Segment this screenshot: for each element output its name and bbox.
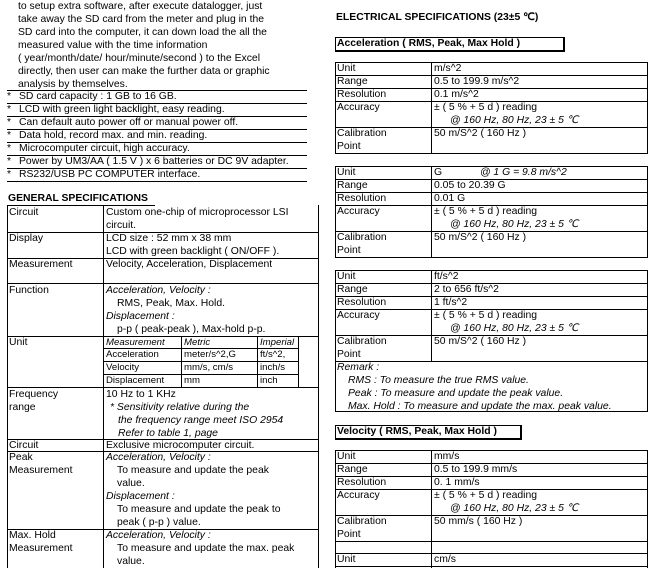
spec-label: Range xyxy=(337,180,368,191)
feature-item: Data hold, record max. and min. reading. xyxy=(19,130,208,141)
unit-cell: ft/s^2, xyxy=(260,349,286,360)
spec-label: Resolution xyxy=(337,89,387,100)
feature-item: SD card capacity : 1 GB to 16 GB. xyxy=(19,91,177,102)
spec-label: Unit xyxy=(337,271,356,282)
spec-unit-note: @ 1 G = 9.8 m/s^2 xyxy=(480,167,567,178)
spec-label: Unit xyxy=(337,63,356,74)
spec-value: 0.01 G xyxy=(434,193,466,204)
unit-cell: inch xyxy=(260,375,278,386)
spec-label: Point xyxy=(337,529,361,540)
peak-line: value. xyxy=(117,478,145,489)
spec-value: 0.1 m/s^2 xyxy=(434,89,479,100)
peak-label: Measurement xyxy=(9,465,73,476)
bullet-mark: * xyxy=(7,117,12,128)
spec-label: Accuracy xyxy=(337,490,380,501)
frequency-label: range xyxy=(9,402,36,413)
spec-value: G xyxy=(434,167,443,178)
display-value: LCD with green backlight ( ON/OFF ). xyxy=(106,246,280,257)
spec-value: 0.5 to 199.9 m/s^2 xyxy=(434,76,520,87)
spec-value: 50 m/S^2 ( 160 Hz ) xyxy=(434,336,527,347)
spec-label: Unit xyxy=(337,167,356,178)
acceleration-header: Acceleration ( RMS, Peak, Max Hold ) xyxy=(337,38,521,49)
spec-label: Resolution xyxy=(337,477,387,488)
function-line: Displacement : xyxy=(106,311,175,322)
bullet-mark: * xyxy=(7,156,12,167)
intro-line: measured value with the time information xyxy=(18,40,208,51)
peak-line: To measure and update the peak to xyxy=(117,504,281,515)
spec-value: 50 mm/s ( 160 Hz ) xyxy=(434,516,523,527)
spec-label: Range xyxy=(337,76,368,87)
spec-label: Unit xyxy=(337,554,356,565)
intro-line: analysis by themselves. xyxy=(18,79,128,90)
circuit-value: circuit. xyxy=(106,220,137,231)
spec-label: Resolution xyxy=(337,297,387,308)
measurement-label: Measurement xyxy=(9,259,73,270)
spec-label: Calibration xyxy=(337,336,387,347)
spec-condition: @ 160 Hz, 80 Hz, 23 ± 5 ℃ xyxy=(450,503,579,514)
maxhold-label: Measurement xyxy=(9,543,73,554)
spec-label: Range xyxy=(337,284,368,295)
circuit2-label: Circuit xyxy=(9,440,39,451)
spec-label: Unit xyxy=(337,451,356,462)
intro-line: take away the SD card from the meter and plug in the xyxy=(18,14,265,25)
function-line: Acceleration, Velocity : xyxy=(106,285,211,296)
spec-value: mm/s xyxy=(434,451,460,462)
frequency-value: 10 Hz to 1 KHz xyxy=(106,389,176,400)
maxhold-label: Max. Hold xyxy=(9,530,56,541)
unit-cell: mm/s, cm/s xyxy=(184,362,234,373)
spec-label: Resolution xyxy=(337,193,387,204)
spec-value: 0.5 to 199.9 mm/s xyxy=(434,464,518,475)
spec-label: Accuracy xyxy=(337,310,380,321)
spec-value: 2 to 656 ft/s^2 xyxy=(434,284,499,295)
spec-label: Point xyxy=(337,245,361,256)
spec-value: 0.05 to 20.39 G xyxy=(434,180,506,191)
spec-label: Range xyxy=(337,464,368,475)
remark-line: Max. Hold : To measure and update the max. peak value. xyxy=(348,401,612,412)
spec-value: 50 m/S^2 ( 160 Hz ) xyxy=(434,232,527,243)
spec-label: Point xyxy=(337,349,361,360)
unit-header: Measurement xyxy=(106,337,165,348)
general-spec-title: GENERAL SPECIFICATIONS xyxy=(8,193,148,204)
spec-value: ± ( 5 % + 5 d ) reading xyxy=(434,102,538,113)
peak-line: Acceleration, Velocity : xyxy=(106,452,211,463)
peak-line: Displacement : xyxy=(106,491,175,502)
spec-value: m/s^2 xyxy=(434,63,462,74)
spec-label: Point xyxy=(337,141,361,152)
feature-item: RS232/USB PC COMPUTER interface. xyxy=(19,169,201,180)
spec-value: 50 m/S^2 ( 160 Hz ) xyxy=(434,128,527,139)
remark-title: Remark : xyxy=(337,362,380,373)
feature-item: Can default auto power off or manual power off. xyxy=(19,117,239,128)
spec-value: 0. 1 mm/s xyxy=(434,477,480,488)
spec-condition: @ 160 Hz, 80 Hz, 23 ± 5 ℃ xyxy=(450,115,579,126)
unit-header: Imperial xyxy=(260,337,295,348)
electrical-spec-title: ELECTRICAL SPECIFICATIONS (23±5 ℃) xyxy=(336,12,539,23)
frequency-note: the frequency range meet ISO 2954 xyxy=(118,415,284,426)
unit-cell: meter/s^2,G xyxy=(184,349,236,360)
peak-line: To measure and update the peak xyxy=(117,465,269,476)
spec-label: Calibration xyxy=(337,516,387,527)
feature-item: Microcomputer circuit, high accuracy. xyxy=(19,143,190,154)
bullet-mark: * xyxy=(7,143,12,154)
remark-line: RMS : To measure the true RMS value. xyxy=(348,375,529,386)
remark-line: Peak : To measure and update the peak value. xyxy=(348,388,564,399)
spec-value: ft/s^2 xyxy=(434,271,459,282)
circuit-value: Custom one-chip of microprocessor LSI xyxy=(106,207,289,218)
intro-line: to setup extra software, after execute datalogger, just xyxy=(18,1,263,12)
unit-cell: Acceleration xyxy=(106,349,159,360)
unit-header: Metric xyxy=(184,337,211,348)
spec-label: Calibration xyxy=(337,232,387,243)
bullet-mark: * xyxy=(7,91,12,102)
feature-item: LCD with green light backlight, easy reading. xyxy=(19,104,225,115)
function-line: p-p ( peak-peak ), Max-hold p-p. xyxy=(117,324,266,335)
display-label: Display xyxy=(9,233,44,244)
unit-cell: Velocity xyxy=(106,362,140,373)
frequency-label: Frequency xyxy=(9,389,59,400)
unit-label: Unit xyxy=(9,337,28,348)
spec-condition: @ 160 Hz, 80 Hz, 23 ± 5 ℃ xyxy=(450,323,579,334)
intro-line: SD card into the computer, it can down load the all the xyxy=(18,27,267,38)
circuit2-value: Exclusive microcomputer circuit. xyxy=(106,440,255,451)
velocity-header: Velocity ( RMS, Peak, Max Hold ) xyxy=(337,426,497,437)
circuit-label: Circuit xyxy=(9,207,39,218)
unit-cell: Displacement xyxy=(106,375,165,386)
peak-label: Peak xyxy=(9,452,33,463)
bullet-mark: * xyxy=(7,169,12,180)
maxhold-line: To measure and update the max. peak xyxy=(117,543,295,554)
maxhold-line: value. xyxy=(117,556,145,567)
spec-value: ± ( 5 % + 5 d ) reading xyxy=(434,206,538,217)
function-label: Function xyxy=(9,285,49,296)
intro-line: directly, then user can make the further data or graphic xyxy=(18,66,270,77)
maxhold-line: Acceleration, Velocity : xyxy=(106,530,211,541)
bullet-mark: * xyxy=(7,104,12,115)
spec-value: cm/s xyxy=(434,554,456,565)
frequency-note: Refer to table 1, page xyxy=(118,428,218,439)
unit-cell: inch/s xyxy=(260,362,286,373)
peak-line: peak ( p-p ) value. xyxy=(117,517,201,528)
feature-item: Power by UM3/AA ( 1.5 V ) x 6 batteries or DC 9V adapter. xyxy=(19,156,289,167)
measurement-value: Velocity, Acceleration, Displacement xyxy=(106,259,273,270)
spec-label: Accuracy xyxy=(337,102,380,113)
unit-cell: mm xyxy=(184,375,200,386)
spec-label: Calibration xyxy=(337,128,387,139)
spec-condition: @ 160 Hz, 80 Hz, 23 ± 5 ℃ xyxy=(450,219,579,230)
frequency-note: * Sensitivity relative during the xyxy=(110,402,250,413)
function-line: RMS, Peak, Max. Hold. xyxy=(117,298,225,309)
intro-line: ( year/month/date/ hour/minute/second ) to the Excel xyxy=(18,53,260,64)
spec-label: Accuracy xyxy=(337,206,380,217)
bullet-mark: * xyxy=(7,130,12,141)
spec-value: ± ( 5 % + 5 d ) reading xyxy=(434,490,538,501)
spec-value: 1 ft/s^2 xyxy=(434,297,468,308)
spec-value: ± ( 5 % + 5 d ) reading xyxy=(434,310,538,321)
display-value: LCD size : 52 mm x 38 mm xyxy=(106,233,232,244)
